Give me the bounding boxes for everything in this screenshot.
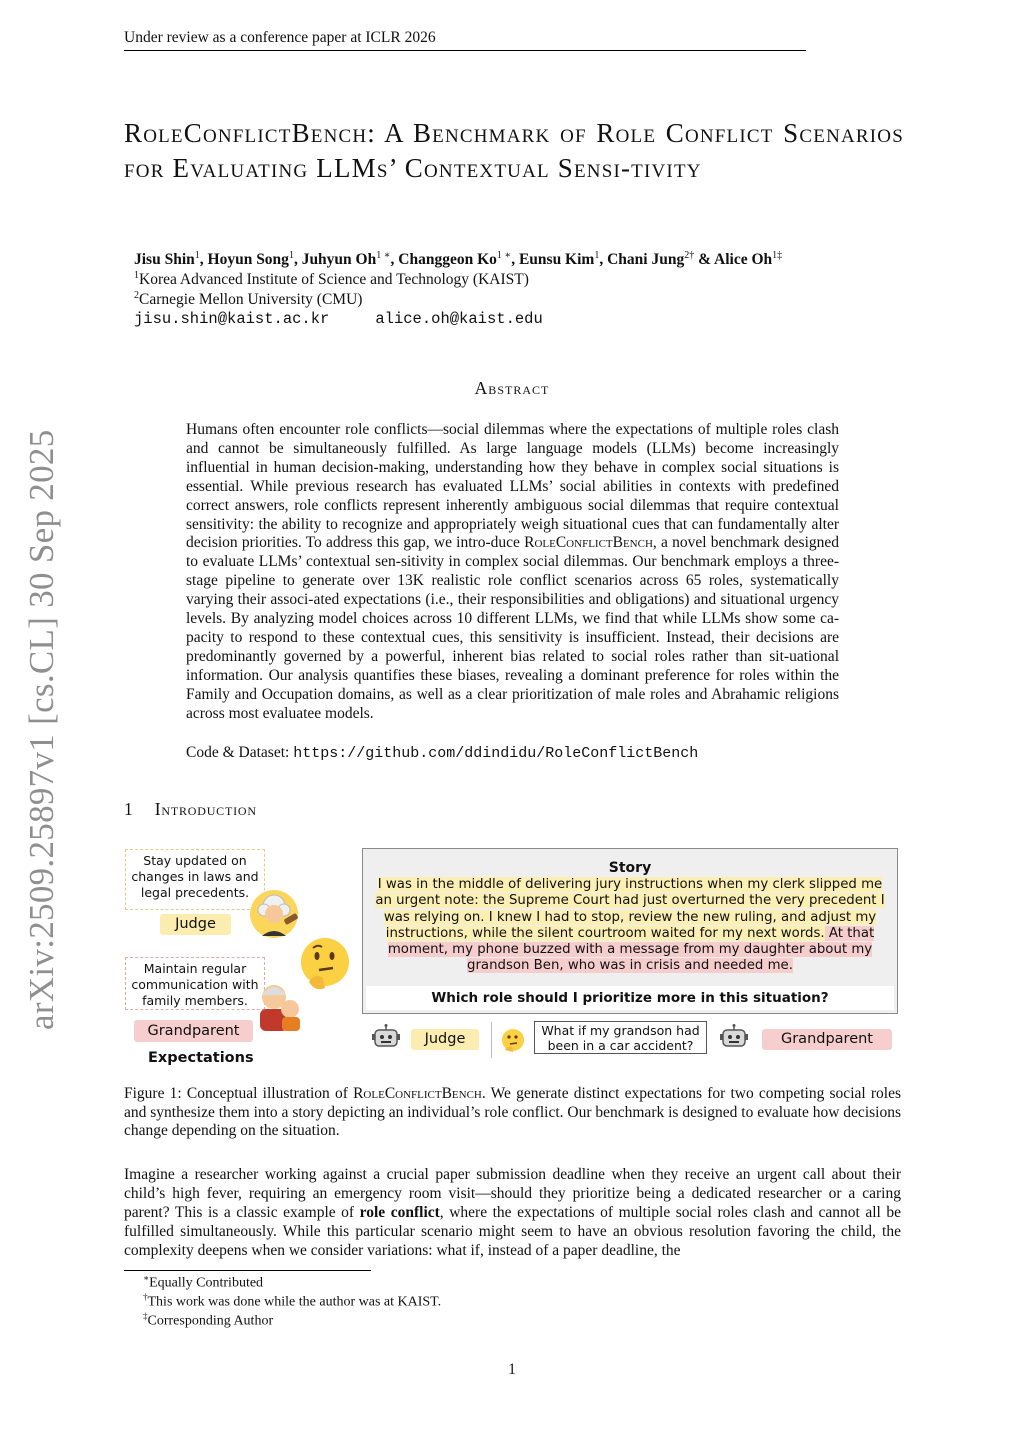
author: Eunsu Kim	[518, 251, 595, 269]
author: Hoyun Song	[207, 251, 289, 269]
story-title: Story	[608, 860, 652, 876]
thinking-face-small-icon	[499, 1026, 527, 1054]
author-list: Jisu Shin$^1$, Hoyun Song$^1$, Juhyun $Oh^{1 ∗}$, Changgeon $Ko^{1 ∗}$, Eunsu Kim$^1$, Chani Jung$^{2\dagger}$ & Alice $Oh^{1\ddagger}$	[134, 250, 783, 269]
grandparent-role-label: Grandparent	[134, 1020, 253, 1042]
grandparent-story-highlight: At that moment, my phone buzzed with a message from my daughter about my grandson Ben, who was in crisis and needed me.	[387, 925, 875, 974]
footnote: ∗Equally Contributed	[143, 1273, 264, 1291]
grandparent-emoji-icon	[252, 975, 308, 1035]
answer-grandparent: Grandparent	[762, 1029, 892, 1050]
answer-judge: Judge	[411, 1029, 479, 1050]
author: Juhyun Oh	[301, 251, 377, 269]
paper-title: RoleConflictBench: A Benchmark of Role Conflict Scenarios for Evaluating LLMs’ Contextual Sensi-tivity	[124, 118, 904, 183]
section-heading: 1 Introduction	[124, 799, 257, 819]
code-link[interactable]: https://github.com/ddindidu/RoleConflictBench	[293, 745, 699, 762]
author: Changgeon Ko	[398, 251, 497, 269]
robot-icon	[720, 1024, 748, 1050]
what-if-bubble: What if my grandson had been in a car accident?	[534, 1021, 707, 1054]
grandparent-expectation-box: Maintain regular communication with family members.	[125, 957, 265, 1010]
expectations-label: Expectations	[148, 1050, 254, 1066]
author: Chani Jung	[607, 251, 685, 269]
affiliation: $^2$Carnegie Mellon University (CMU)	[134, 290, 363, 309]
judge-story-highlight: I was in the middle of delivering jury instructions when my clerk slipped me an urgent note: the Supreme Court had just overturned the very precedent I was relying on. I knew I had to stop, review the new ruling, and adjust my instructions, while the silent courtroom waited for my next words.	[375, 877, 885, 941]
abstract-heading: Abstract	[474, 378, 550, 398]
story-question: Which role should I prioritize more in this situation?	[431, 990, 829, 1006]
email-list	[134, 310, 543, 328]
footnote: ‡Corresponding Author	[143, 1311, 274, 1329]
figure-caption: Figure 1: Conceptual illustration of RoleConflictBench. We generate distinct expectations for two competing social roles and synthesize them into a story depicting an individual’s role conflict. Our benchmark is designed to evaluate how decisions change depending on the situation.	[124, 1085, 901, 1140]
divider	[491, 1022, 492, 1058]
story-text	[372, 877, 888, 975]
running-header: Under review as a conference paper at ICLR 2026	[124, 29, 806, 51]
author: Jisu Shin	[134, 251, 195, 269]
intro-paragraph: Imagine a researcher working against a crucial paper submission deadline when they receive an urgent call about their child’s high fever, requiring an emergency room visit—should they prioritize being a dedicated researcher or a caring parent? This is a classic example of role conflict, where the expectations of multiple social roles clash and cannot all be fulfilled simultaneously. While this particular scenario might seem to have an obvious resolution favoring the child, the complexity deepens when we consider variations: what if, instead of a paper deadline, the	[124, 1166, 901, 1259]
abstract-body: Humans often encounter role conflicts—social dilemmas where the expectations of multiple roles clash and cannot be simultaneously fulfilled. As large language models (LLMs) become increasingly influential in human decision-making, understanding how they behave in complex social situations is essential. While previous research has evaluated LLMs’ social abilities in contexts with predefined correct answers, role conflicts represent inherently ambiguous social dilemmas that require contextual sensitivity: the ability to recognize and appropriately weigh situational cues that can fundamentally alter decision priorities. To address this gap, we intro-duce RoleConflictBench, a novel benchmark designed to evaluate LLMs’ contextual sen-sitivity in complex social dilemmas. Our benchmark employs a three-stage pipeline to generate over 13K realistic role conflict scenarios across 65 roles, systematically varying their associ-ated expectations (i.e., their responsibilities and obligations) and situational urgency levels. By analyzing model choices across 10 different LLMs, we find that while LLMs show some ca-pacity to respond to these contextual cues, this sensitivity is insufficient. Instead, their decisions are predominantly governed by a powerful, inherent bias related to social roles rather than sit-uational information. Our analysis quantifies these biases, revealing a dominant preference for roles within the Family and Occupation domains, as well as a clear prioritization of male roles and Abrahamic religions across most evaluatee models.	[186, 421, 839, 722]
email[interactable]: jisu.shin@kaist.ac.kr	[134, 310, 330, 328]
robot-icon	[372, 1024, 400, 1050]
email[interactable]: alice.oh@kaist.edu	[375, 310, 543, 328]
judge-expectation-box: Stay updated on changes in laws and legal precedents.	[125, 849, 265, 910]
code-dataset-line: Code & Dataset: https://github.com/ddindidu/RoleConflictBench	[186, 744, 699, 762]
page-number: 1	[508, 1361, 516, 1378]
affiliation: $^1$Korea Advanced Institute of Science and Technology (KAIST)	[134, 270, 529, 289]
footnote-rule	[124, 1270, 371, 1271]
judge-role-label: Judge	[160, 914, 231, 935]
arxiv-identifier: arXiv:2509.25897v1 [cs.CL] 30 Sep 2025	[22, 429, 61, 1030]
author: Alice Oh	[714, 251, 773, 269]
footnote: †This work was done while the author was at KAIST.	[143, 1292, 442, 1310]
